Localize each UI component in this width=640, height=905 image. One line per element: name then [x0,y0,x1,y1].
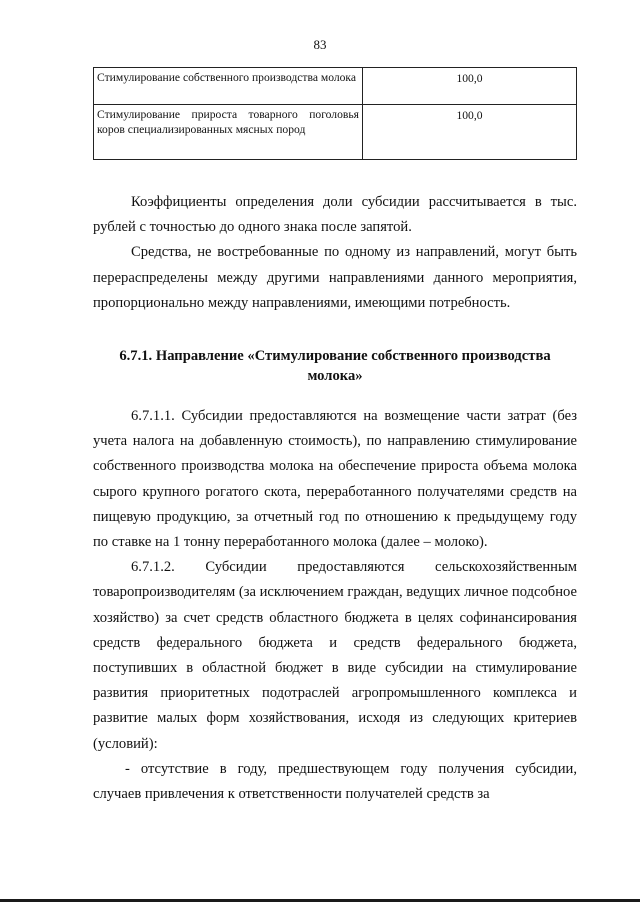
bottom-border [0,899,640,902]
page-number: 83 [313,37,327,52]
table-cell-value: 100,0 [363,105,577,160]
table-cell-value: 100,0 [363,68,577,105]
paragraph: Средства, не востребованные по одному из направлений, могут быть перераспределены между другими направлениями данного мероприятия, пропорционально между направлениями, имеющими потребность. [93,244,577,311]
paragraph: Коэффициенты определения доли субсидии рассчитывается в тыс. рублей с точностью до одного знака после запятой. [93,194,577,236]
table-row [94,68,577,105]
table-cell-direction: Стимулирование прироста товарного поголовья коров специализированных мясных пород [94,105,363,160]
paragraph: 6.7.1.1. Субсидии предоставляются на возмещение части затрат (без учета налога на добавленную стоимость), по направлению стимулирование собственного производства молока на обеспечение прироста объема молока сырого крупного рогатого скота, переработанного получателями средств на пищевую продукцию, за отчетный год по отношению к предыдущему году по ставке на 1 тонну переработанного молока (далее – молоко). [93,408,577,551]
paragraph: 6.7.1.2. Субсидии предоставляются сельскохозяйственным товаропроизводителям (за исключением граждан, ведущих личное подсобное хозяйство) за счет средств областного бюджета в целях софинансирования средств федерального бюджета и средств федерального бюджета, поступивших в областной бюджет в виде субсидии на стимулирование развития приоритетных подотраслей агропромышленного комплекса и развитие малых форм хозяйствования, исходя из следующих критериев (условий): [93,559,577,752]
body-text-section [93,404,577,807]
table-row [94,105,577,160]
body-text-top [93,190,577,316]
subsidy-table [93,67,577,160]
paragraph: - отсутствие в году, предшествующем году получения субсидии, случаев привлечения к ответственности получателей средств за [93,760,577,803]
table-cell-direction: Стимулирование собственного производства молока [94,68,363,105]
section-heading: 6.7.1. Направление «Стимулирование собственного производства молока» [119,348,551,384]
